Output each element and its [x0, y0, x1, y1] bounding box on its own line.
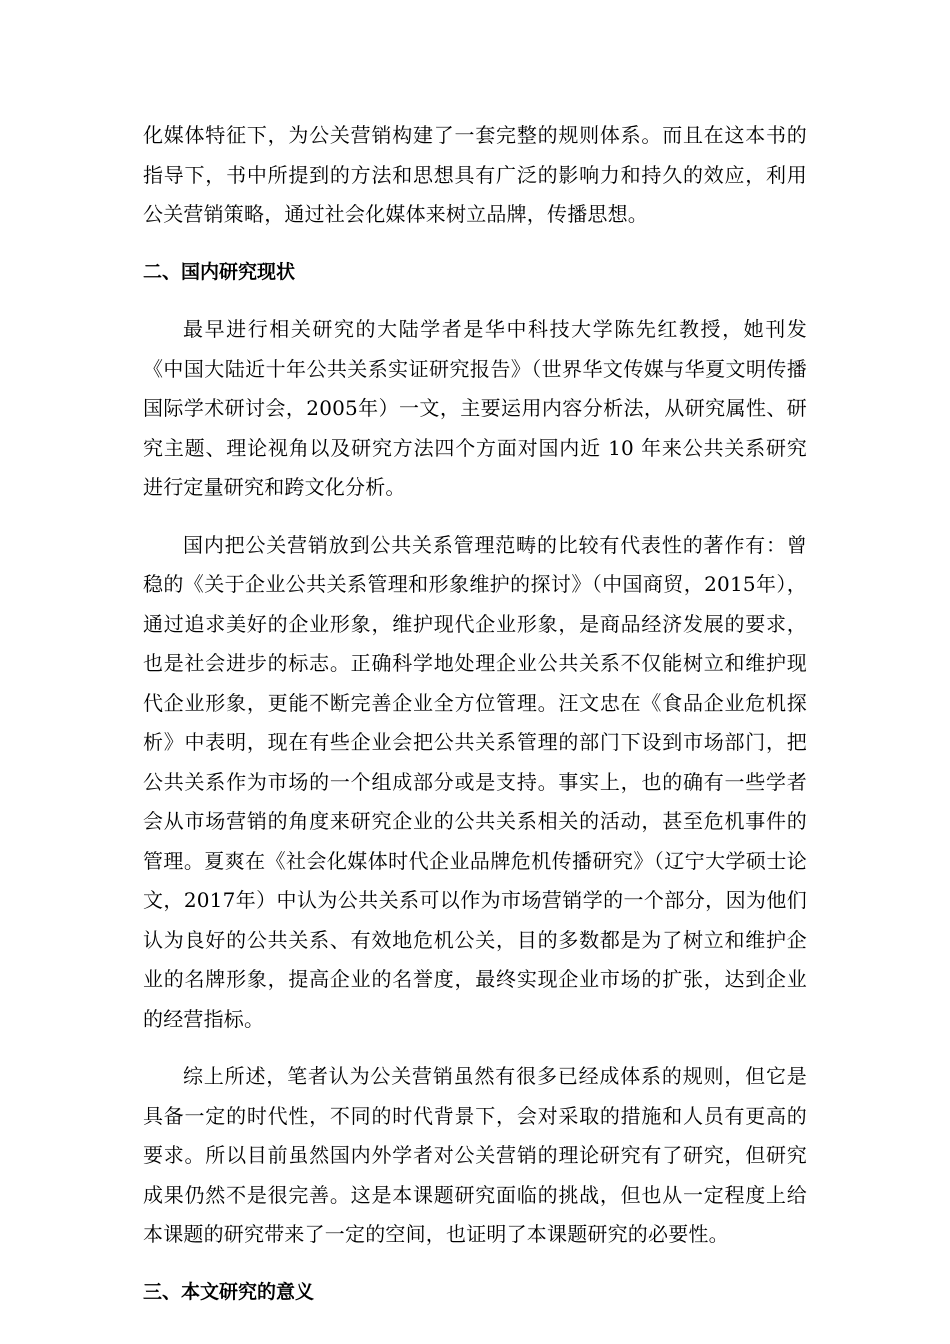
section-heading-significance: 三、本文研究的意义 [143, 1280, 315, 1303]
document-body [143, 116, 807, 1330]
section-heading-domestic-research: 二、国内研究现状 [143, 260, 296, 283]
paragraph-summary: 综上所述，笔者认为公关营销虽然有很多已经成体系的规则，但它是具备一定的时代性，不同的时代背景下，会对采取的措施和人员有更高的要求。所以目前虽然国内外学者对公关营销的理论研究有了研究，但研究成果仍然不是很完善。这是本课题研究面临的挑战，但也从一定程度上给本课题的研究带来了一定的空间，也证明了本课题研究的必要性。 [143, 1064, 807, 1246]
paragraph-earliest-research: 最早进行相关研究的大陆学者是华中科技大学陈先红教授，她刊发《中国大陆近十年公共关系实证研究报告》（世界华文传媒与华夏文明传播国际学术研讨会，2005年）一文，主要运用内容分析法，从研究属性、研究主题、理论视角以及研究方法四个方面对国内近 10 年来公共关系研究进行定量研究和跨文化分析。 [143, 317, 807, 499]
paragraph-continuation: 化媒体特征下，为公关营销构建了一套完整的规则体系。而且在这本书的指导下，书中所提到的方法和思想具有广泛的影响力和持久的效应，利用公关营销策略，通过社会化媒体来树立品牌，传播思想。 [143, 123, 807, 226]
paragraph-representative-works: 国内把公关营销放到公共关系管理范畴的比较有代表性的著作有：曾稳的《关于企业公共关系管理和形象维护的探讨》（中国商贸，2015年），通过追求美好的企业形象，维护现代企业形象，是商品经济发展的要求，也是社会进步的标志。正确科学地处理企业公共关系不仅能树立和维护现代企业形象，更能不断完善企业全方位管理。汪文忠在《食品企业危机探析》中表明，现在有些企业会把公共关系管理的部门下设到市场部门，把公共关系作为市场的一个组成部分或是支持。事实上，也的确有一些学者会从市场营销的角度来研究企业的公共关系相关的活动，甚至危机事件的管理。夏爽在《社会化媒体时代企业品牌危机传播研究》（辽宁大学硕士论文，2017年）中认为公共关系可以作为市场营销学的一个部分，因为他们认为良好的公共关系、有效地危机公关，目的多数都是为了树立和维护企业的名牌形象，提高企业的名誉度，最终实现企业市场的扩张，达到企业的经营指标。 [143, 532, 807, 1031]
